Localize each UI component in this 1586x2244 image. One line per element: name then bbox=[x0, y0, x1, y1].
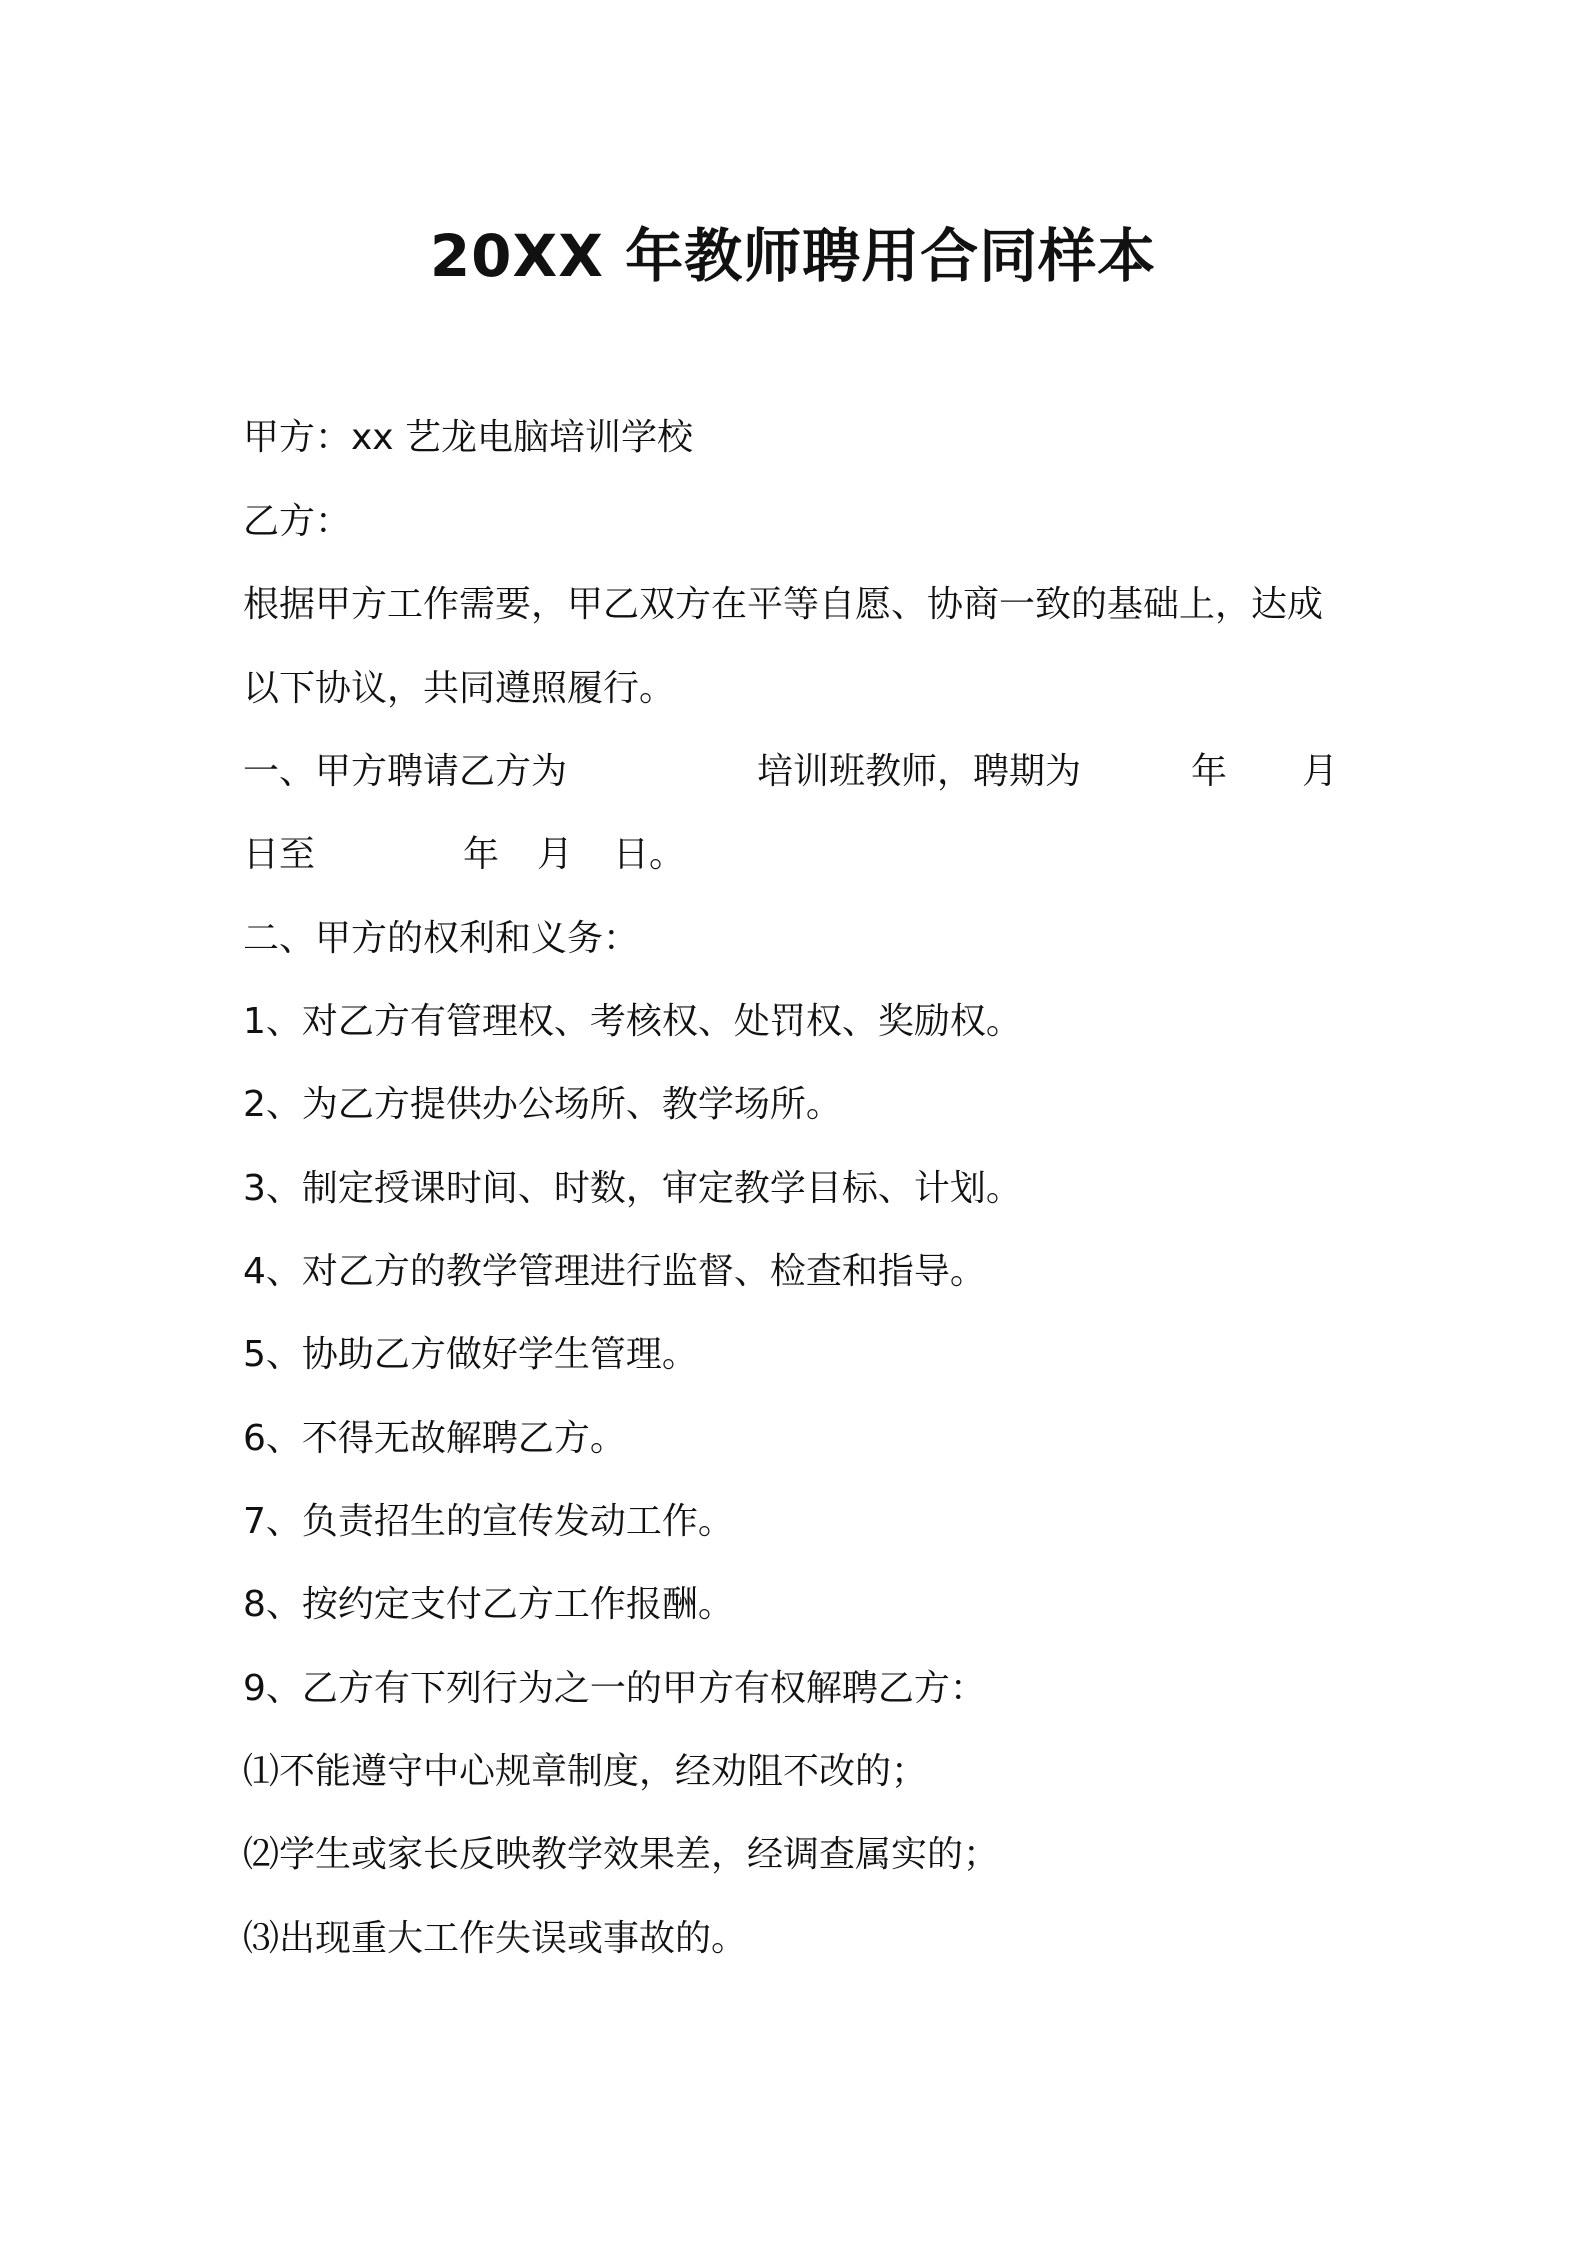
list-item: 2、为乙方提供办公场所、教学场所。 bbox=[243, 1084, 842, 1125]
clause-1-year: 年 bbox=[1191, 751, 1228, 792]
list-item: 3、制定授课时间、时数，审定教学目标、计划。 bbox=[243, 1168, 1022, 1209]
list-item: 7、负责招生的宣传发动工作。 bbox=[243, 1501, 734, 1542]
list-item: 5、协助乙方做好学生管理。 bbox=[243, 1334, 698, 1375]
list-item: 1、对乙方有管理权、考核权、处罚权、奖励权。 bbox=[243, 1001, 1022, 1042]
clause-1-month-2: 月 bbox=[537, 834, 574, 875]
sub-list-item: ⑴不能遵守中心规章制度，经劝阻不改的； bbox=[243, 1751, 928, 1792]
sub-list-item: ⑶出现重大工作失误或事故的。 bbox=[243, 1918, 748, 1959]
clause-1-year-2: 年 bbox=[463, 834, 500, 875]
clause-1-line-2 bbox=[243, 829, 685, 881]
list-item: 9、乙方有下列行为之一的甲方有权解聘乙方： bbox=[243, 1668, 986, 1709]
document-title: 20XX 年教师聘用合同样本 bbox=[429, 222, 1157, 290]
party-a-line: 甲方：xx 艺龙电脑培训学校 bbox=[243, 417, 694, 458]
clause-1-day-to: 日至 bbox=[243, 834, 316, 875]
preamble-line-2: 以下协议，共同遵照履行。 bbox=[243, 668, 676, 709]
sub-list-item: ⑵学生或家长反映教学效果差，经调查属实的； bbox=[243, 1834, 1000, 1875]
clause-1-part-2: 培训班教师，聘期为 bbox=[757, 751, 1082, 792]
list-item: 8、按约定支付乙方工作报酬。 bbox=[243, 1584, 734, 1625]
list-item: 4、对乙方的教学管理进行监督、检查和指导。 bbox=[243, 1251, 986, 1292]
clause-1-month: 月 bbox=[1302, 751, 1339, 792]
party-b-line: 乙方： bbox=[243, 501, 352, 542]
preamble-line-1: 根据甲方工作需要，甲乙双方在平等自愿、协商一致的基础上，达成 bbox=[243, 584, 1324, 625]
section-2-title: 二、甲方的权利和义务： bbox=[243, 918, 640, 959]
clause-1-line-1 bbox=[243, 746, 1338, 798]
clause-1-part-1: 一、甲方聘请乙方为 bbox=[243, 751, 568, 792]
list-item: 6、不得无故解聘乙方。 bbox=[243, 1418, 626, 1459]
clause-1-day-2: 日。 bbox=[613, 834, 686, 875]
